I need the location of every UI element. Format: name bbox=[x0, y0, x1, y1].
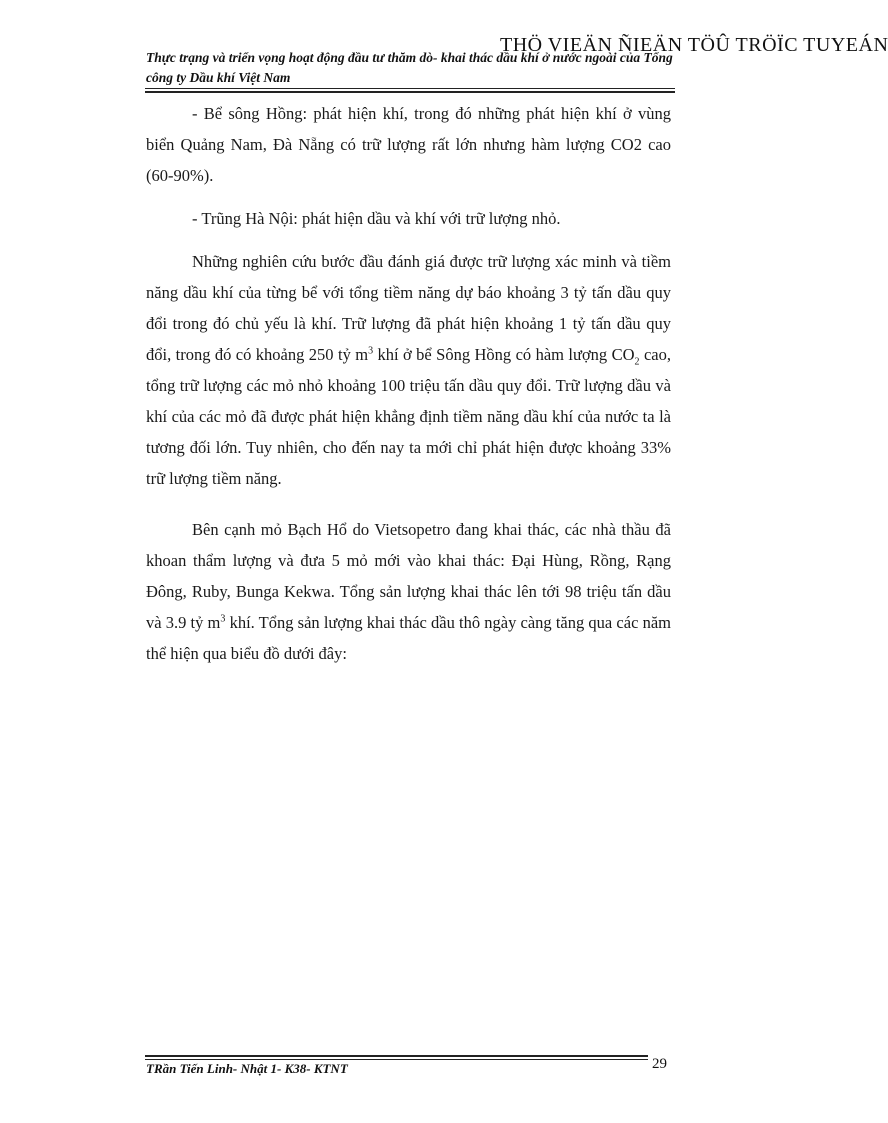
superscript: 3 bbox=[368, 345, 374, 357]
library-watermark: THÖ VIEÄN ÑIEÄN TÖÛ TRÖÏC TUYEÁN bbox=[500, 34, 888, 56]
paragraph-reserves-assessment bbox=[146, 246, 671, 494]
paragraph-production-fields bbox=[146, 514, 671, 669]
paragraph-text: Những nghiên cứu bước đầu đánh giá được trữ lượng xác minh và tiềm năng dầu khí của từng bể với tổng tiềm năng dự báo khoảng 3 tỷ tấn dầu quy đổi trong đó chủ yếu là khí. Trữ lượng đã phát hiện khoảng 1 tỷ tấn dầu quy đổi, trong đó có khoảng 250 tỷ m bbox=[146, 252, 671, 364]
footer-divider-thick bbox=[145, 1055, 648, 1057]
paragraph-hanoi-trough: - Trũng Hà Nội: phát hiện dầu và khí với trữ lượng nhỏ. bbox=[192, 209, 561, 228]
page-number: 29 bbox=[652, 1056, 667, 1072]
header-divider bbox=[145, 88, 675, 89]
superscript: 3 bbox=[220, 613, 226, 625]
subscript: 2 bbox=[634, 356, 640, 368]
footer-author: TRần Tiến Linh- Nhật 1- K38- KTNT bbox=[146, 1061, 348, 1076]
footer-divider bbox=[145, 1059, 648, 1060]
header-divider-thick bbox=[145, 91, 675, 93]
paragraph-text: khí ở bể Sông Hồng có hàm lượng CO bbox=[373, 345, 635, 364]
paragraph-text: cao, tổng trữ lượng các mỏ nhỏ khoảng 100 triệu tấn dầu quy đổi. Trữ lượng dầu và khí của các mỏ đã được phát hiện khẳng định tiềm năng dầu khí của nước ta là tương đối lớn. Tuy nhiên, cho đến nay ta mới chỉ phát hiện được khoảng 33% trữ lượng tiềm năng. bbox=[146, 345, 671, 488]
running-header-title: Thực trạng và triển vọng hoạt động đầu tư thăm dò- khai thác dầu khí ở nước ngoài của Tổng công ty Dầu khí Việt Nam bbox=[146, 50, 673, 85]
paragraph-text: Bên cạnh mỏ Bạch Hổ do Vietsopetro đang khai thác, các nhà thầu đã khoan thẩm lượng và đưa 5 mỏ mới vào khai thác: Đại Hùng, Rồng, Rạng Đông, Ruby, Bunga Kekwa. Tổng sản lượng khai thác lên tới 98 triệu tấn dầu và 3.9 tỷ m bbox=[146, 520, 671, 632]
page-body bbox=[146, 98, 671, 669]
paragraph-text: khí. Tổng sản lượng khai thác dầu thô ngày càng tăng qua các năm thể hiện qua biểu đồ dưới đây: bbox=[146, 613, 671, 663]
paragraph-song-hong-basin: - Bể sông Hồng: phát hiện khí, trong đó những phát hiện khí ở vùng biển Quảng Nam, Đà Nẵng có trữ lượng rất lớn nhưng hàm lượng CO2 cao (60-90%). bbox=[146, 104, 671, 185]
